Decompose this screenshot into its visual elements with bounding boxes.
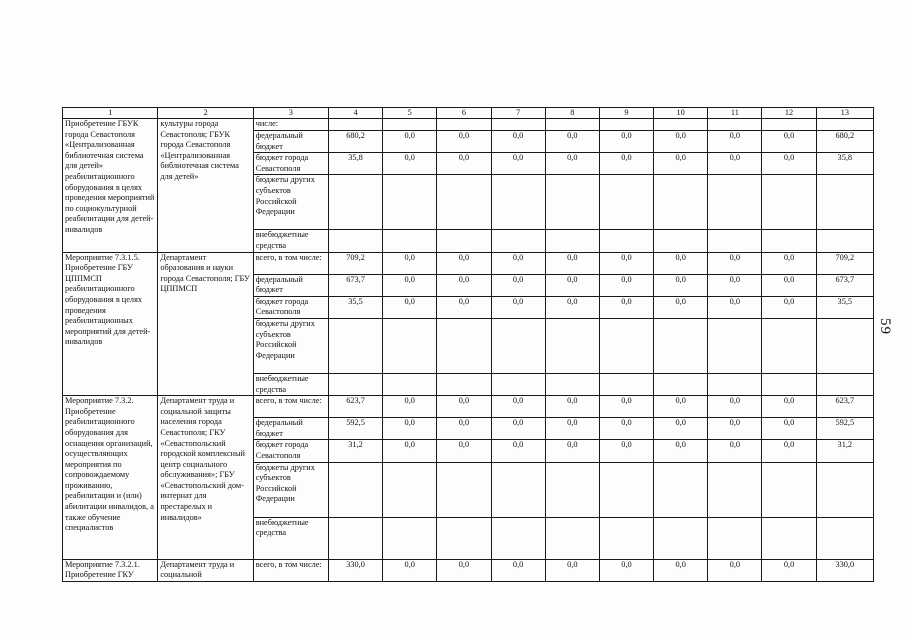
amount-cell: 673,7 [816,274,873,296]
amount-cell: 0,0 [545,274,599,296]
amount-cell: 0,0 [437,559,491,581]
amount-cell: 330,0 [816,559,873,581]
amount-cell [383,230,437,252]
table-row [63,119,874,131]
page-number: 59 [877,318,893,335]
amount-cell [491,517,545,559]
amount-cell [383,373,437,395]
amount-cell: 0,0 [383,559,437,581]
amount-cell [599,462,653,517]
amount-cell: 0,0 [491,153,545,175]
amount-cell: 0,0 [762,559,816,581]
amount-cell: 0,0 [437,153,491,175]
column-header: 9 [599,108,653,119]
amount-cell [437,373,491,395]
amount-cell: 0,0 [437,440,491,462]
amount-cell [816,373,873,395]
amount-cell: 0,0 [708,274,762,296]
amount-cell: 0,0 [708,440,762,462]
amount-cell: 0,0 [708,296,762,318]
amount-cell: 680,2 [816,131,873,153]
amount-cell [383,517,437,559]
amount-cell: 0,0 [491,440,545,462]
amount-cell [599,119,653,131]
amount-cell [599,230,653,252]
amount-cell: 35,5 [816,296,873,318]
amount-cell: 0,0 [762,418,816,440]
amount-cell: 0,0 [383,252,437,274]
amount-cell: 0,0 [708,131,762,153]
amount-cell [328,230,382,252]
amount-cell: 0,0 [599,559,653,581]
amount-cell: 0,0 [654,296,708,318]
amount-cell: 0,0 [545,418,599,440]
amount-cell [654,230,708,252]
column-header: 11 [708,108,762,119]
amount-cell: 0,0 [545,440,599,462]
amount-cell [816,119,873,131]
amount-cell: 0,0 [437,396,491,418]
funding-source-cell: бюджеты других субъектов Российской Федерации [253,462,328,517]
amount-cell [328,373,382,395]
amount-cell: 592,5 [328,418,382,440]
amount-cell: 0,0 [654,559,708,581]
amount-cell [545,517,599,559]
amount-cell: 0,0 [491,418,545,440]
amount-cell [491,175,545,230]
amount-cell [545,318,599,373]
funding-source-cell: бюджеты других субъектов Российской Федерации [253,175,328,230]
amount-cell [762,318,816,373]
measure-name-cell: Мероприятие 7.3.1.5. Приобретение ГБУ ЦППМСП реабилитационного оборудования в целях проведения реабилитационных мероприятий для детей-инвалидов [63,252,158,396]
amount-cell: 0,0 [383,131,437,153]
amount-cell: 0,0 [708,396,762,418]
amount-cell: 592,5 [816,418,873,440]
amount-cell [599,373,653,395]
amount-cell [762,373,816,395]
amount-cell [437,230,491,252]
amount-cell [328,517,382,559]
amount-cell: 0,0 [545,252,599,274]
amount-cell: 31,2 [328,440,382,462]
amount-cell: 0,0 [491,296,545,318]
amount-cell: 0,0 [654,440,708,462]
column-header: 2 [158,108,253,119]
amount-cell: 0,0 [545,396,599,418]
amount-cell [762,462,816,517]
amount-cell [491,373,545,395]
funding-source-cell: бюджет города Севастополя [253,440,328,462]
amount-cell: 0,0 [383,153,437,175]
amount-cell: 0,0 [654,131,708,153]
table-row [63,396,874,418]
amount-cell: 0,0 [437,418,491,440]
amount-cell [383,462,437,517]
amount-cell: 0,0 [491,274,545,296]
amount-cell [328,175,382,230]
funding-source-cell: федеральный бюджет [253,418,328,440]
amount-cell: 0,0 [654,153,708,175]
measure-name-cell: Мероприятие 7.3.2. Приобретение реабилитационного оборудования для оснащения организаций, осуществляющих мероприятия по сопровождаемому проживанию, реабилитации и (или) абилитации инвалидов, а также обучение специалистов [63,396,158,559]
amount-cell: 35,5 [328,296,382,318]
amount-cell: 0,0 [545,559,599,581]
amount-cell [437,462,491,517]
amount-cell: 0,0 [437,131,491,153]
funding-source-cell: всего, в том числе: [253,252,328,274]
amount-cell: 0,0 [383,274,437,296]
amount-cell [437,318,491,373]
amount-cell [545,175,599,230]
amount-cell [816,175,873,230]
amount-cell [599,517,653,559]
amount-cell [437,517,491,559]
amount-cell: 0,0 [545,131,599,153]
amount-cell: 0,0 [437,274,491,296]
amount-cell [328,119,382,131]
amount-cell: 0,0 [437,252,491,274]
amount-cell [545,119,599,131]
amount-cell [437,175,491,230]
amount-cell [708,517,762,559]
executor-cell: Департамент труда и социальной [158,559,253,581]
amount-cell: 0,0 [708,418,762,440]
amount-cell [383,318,437,373]
amount-cell [708,230,762,252]
amount-cell [816,517,873,559]
amount-cell: 0,0 [762,252,816,274]
amount-cell [762,119,816,131]
amount-cell: 35,8 [328,153,382,175]
amount-cell [762,230,816,252]
funding-source-cell: всего, в том числе: [253,396,328,418]
executor-cell: Департамент образования и науки города Севастополя; ГБУ ЦППМСП [158,252,253,396]
funding-source-cell: федеральный бюджет [253,274,328,296]
column-header: 6 [437,108,491,119]
funding-source-cell: внебюджетные средства [253,373,328,395]
amount-cell: 0,0 [599,131,653,153]
funding-source-cell: бюджет города Севастополя [253,296,328,318]
amount-cell [491,462,545,517]
amount-cell [491,119,545,131]
amount-cell: 0,0 [599,440,653,462]
amount-cell [708,462,762,517]
amount-cell: 0,0 [762,153,816,175]
amount-cell: 0,0 [599,252,653,274]
amount-cell [545,373,599,395]
measure-name-cell: Приобретение ГБУК города Севастополя «Централизованная библиотечная система для детей» реабилитационного оборудования в целях проведения мероприятий по социокультурной реабилитации для детей-инвалидов [63,119,158,253]
amount-cell: 0,0 [654,418,708,440]
funding-source-cell: всего, в том числе: [253,559,328,581]
amount-cell: 0,0 [491,131,545,153]
financing-table [62,107,874,582]
amount-cell: 0,0 [654,252,708,274]
amount-cell: 0,0 [708,252,762,274]
amount-cell [816,230,873,252]
column-header: 8 [545,108,599,119]
amount-cell: 0,0 [654,396,708,418]
amount-cell: 0,0 [708,559,762,581]
amount-cell [383,119,437,131]
amount-cell [599,175,653,230]
funding-source-cell: бюджеты других субъектов Российской Федерации [253,318,328,373]
funding-source-cell: бюджет города Севастополя [253,153,328,175]
amount-cell: 673,7 [328,274,382,296]
amount-cell [762,517,816,559]
amount-cell [708,318,762,373]
amount-cell [328,318,382,373]
amount-cell [654,517,708,559]
amount-cell: 0,0 [599,296,653,318]
amount-cell: 0,0 [599,274,653,296]
column-header: 10 [654,108,708,119]
amount-cell: 623,7 [328,396,382,418]
funding-source-cell: числе: [253,119,328,131]
amount-cell [491,318,545,373]
amount-cell [816,318,873,373]
amount-cell: 330,0 [328,559,382,581]
funding-source-cell: внебюджетные средства [253,230,328,252]
amount-cell: 0,0 [762,396,816,418]
column-header: 5 [383,108,437,119]
column-header: 12 [762,108,816,119]
measure-name-cell: Мероприятие 7.3.2.1. Приобретение ГКУ [63,559,158,581]
amount-cell [654,175,708,230]
amount-cell [708,119,762,131]
amount-cell: 0,0 [599,396,653,418]
column-header: 13 [816,108,873,119]
amount-cell [491,230,545,252]
amount-cell: 0,0 [545,296,599,318]
amount-cell: 0,0 [762,296,816,318]
page-bottom-edge [0,611,905,640]
executor-cell: Департамент труда и социальной защиты населения города Севастополя; ГКУ «Севастопольский городской комплексный центр социального обслуживания»; ГБУ «Севастопольский дом-интернат для престарелых и инвалидов» [158,396,253,559]
amount-cell [654,462,708,517]
amount-cell [654,119,708,131]
amount-cell: 0,0 [383,418,437,440]
amount-cell: 680,2 [328,131,382,153]
amount-cell: 0,0 [437,296,491,318]
amount-cell: 35,8 [816,153,873,175]
amount-cell [708,373,762,395]
amount-cell [599,318,653,373]
column-header: 1 [63,108,158,119]
amount-cell: 0,0 [654,274,708,296]
table-row [63,252,874,274]
amount-cell: 0,0 [599,418,653,440]
amount-cell [437,119,491,131]
table-row [63,559,874,581]
funding-source-cell: федеральный бюджет [253,131,328,153]
amount-cell: 0,0 [491,396,545,418]
amount-cell: 709,2 [328,252,382,274]
amount-cell [545,230,599,252]
amount-cell [654,373,708,395]
amount-cell [816,462,873,517]
table-header-row [63,108,874,119]
executor-cell: культуры города Севастополя; ГБУК города Севастополя «Централизованная библиотечная система для детей» [158,119,253,253]
amount-cell [328,462,382,517]
amount-cell: 0,0 [383,440,437,462]
amount-cell [762,175,816,230]
amount-cell: 0,0 [708,153,762,175]
amount-cell: 0,0 [383,396,437,418]
amount-cell [654,318,708,373]
amount-cell: 31,2 [816,440,873,462]
amount-cell: 0,0 [491,559,545,581]
amount-cell: 0,0 [762,131,816,153]
column-header: 3 [253,108,328,119]
amount-cell: 0,0 [383,296,437,318]
amount-cell: 0,0 [599,153,653,175]
amount-cell: 0,0 [491,252,545,274]
amount-cell [545,462,599,517]
amount-cell: 0,0 [545,153,599,175]
amount-cell: 709,2 [816,252,873,274]
column-header: 4 [328,108,382,119]
amount-cell: 623,7 [816,396,873,418]
amount-cell: 0,0 [762,440,816,462]
column-header: 7 [491,108,545,119]
funding-source-cell: внебюджетные средства [253,517,328,559]
amount-cell [708,175,762,230]
amount-cell: 0,0 [762,274,816,296]
amount-cell [383,175,437,230]
